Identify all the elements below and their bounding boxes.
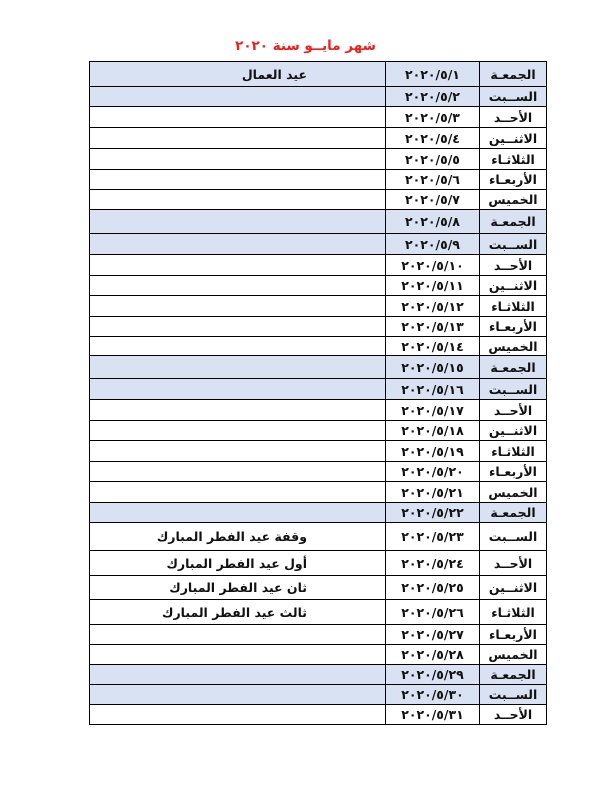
date-cell: ٢٠٢٠/٥/١٤ — [386, 337, 480, 356]
note-cell — [90, 317, 386, 337]
date-cell: ٢٠٢٠/٥/٢٥ — [386, 576, 480, 600]
date-cell: ٢٠٢٠/٥/٢٣ — [386, 523, 480, 551]
day-cell: الأحــد — [480, 551, 547, 576]
note-cell — [90, 482, 386, 503]
note-cell — [90, 170, 386, 190]
note-cell — [90, 128, 386, 149]
note-cell — [90, 276, 386, 296]
day-cell: الأحــد — [480, 107, 547, 128]
table-row — [90, 705, 547, 725]
date-cell: ٢٠٢٠/٥/١٣ — [386, 317, 480, 337]
note-cell — [90, 625, 386, 645]
day-cell: الأربعـاء — [480, 625, 547, 645]
note-cell — [90, 645, 386, 665]
table-row — [90, 685, 547, 705]
day-cell: الاثنــين — [480, 576, 547, 600]
day-cell: الجمعـة — [480, 503, 547, 523]
date-cell: ٢٠٢٠/٥/٧ — [386, 190, 480, 210]
day-cell: الأحــد — [480, 255, 547, 276]
day-cell: الجمعـة — [480, 356, 547, 379]
date-cell: ٢٠٢٠/٥/١٨ — [386, 421, 480, 441]
date-cell: ٢٠٢٠/٥/٢ — [386, 87, 480, 107]
table-row — [90, 379, 547, 400]
table-row — [90, 356, 547, 379]
table-row — [90, 551, 547, 576]
day-cell: الأحــد — [480, 705, 547, 725]
note-cell — [90, 379, 386, 400]
day-cell: الخميس — [480, 645, 547, 665]
note-cell — [90, 421, 386, 441]
note-cell: أول عيد الفطر المبارك — [90, 551, 386, 576]
note-cell — [90, 107, 386, 128]
table-row — [90, 665, 547, 685]
day-cell: الســبت — [480, 87, 547, 107]
note-cell — [90, 234, 386, 255]
note-cell — [90, 149, 386, 170]
date-cell: ٢٠٢٠/٥/٢٧ — [386, 625, 480, 645]
day-cell: الســبت — [480, 523, 547, 551]
date-cell: ٢٠٢٠/٥/٢٦ — [386, 600, 480, 625]
date-cell: ٢٠٢٠/٥/٦ — [386, 170, 480, 190]
day-cell: الخميس — [480, 190, 547, 210]
table-row — [90, 190, 547, 210]
table-row — [90, 337, 547, 356]
note-cell — [90, 296, 386, 317]
note-cell — [90, 356, 386, 379]
table-row — [90, 482, 547, 503]
date-cell: ٢٠٢٠/٥/٣١ — [386, 705, 480, 725]
note-cell: ثان عيد الفطر المبارك — [90, 576, 386, 600]
day-cell: الاثنــين — [480, 276, 547, 296]
day-cell: الثلاثـاء — [480, 600, 547, 625]
date-cell: ٢٠٢٠/٥/٢٢ — [386, 503, 480, 523]
date-cell: ٢٠٢٠/٥/٢٩ — [386, 665, 480, 685]
day-cell: الاثنــين — [480, 421, 547, 441]
calendar-table — [89, 61, 547, 725]
note-cell — [90, 255, 386, 276]
day-cell: الســبت — [480, 685, 547, 705]
table-row — [90, 87, 547, 107]
date-cell: ٢٠٢٠/٥/٢١ — [386, 482, 480, 503]
note-cell: وقفة عيد الفطر المبارك — [90, 523, 386, 551]
table-row — [90, 576, 547, 600]
table-row — [90, 523, 547, 551]
note-cell — [90, 337, 386, 356]
day-cell: الأحــد — [480, 400, 547, 421]
date-cell: ٢٠٢٠/٥/١٦ — [386, 379, 480, 400]
table-row — [90, 296, 547, 317]
day-cell: الثلاثـاء — [480, 296, 547, 317]
day-cell: الجمعـة — [480, 62, 547, 87]
note-cell: ثالث عيد الفطر المبارك — [90, 600, 386, 625]
table-row — [90, 645, 547, 665]
date-cell: ٢٠٢٠/٥/١٧ — [386, 400, 480, 421]
date-cell: ٢٠٢٠/٥/١٥ — [386, 356, 480, 379]
table-row — [90, 600, 547, 625]
calendar-body — [90, 62, 547, 725]
date-cell: ٢٠٢٠/٥/٢٤ — [386, 551, 480, 576]
day-cell: الجمعـة — [480, 210, 547, 234]
note-cell — [90, 87, 386, 107]
date-cell: ٢٠٢٠/٥/١ — [386, 62, 480, 87]
day-cell: الخميس — [480, 337, 547, 356]
day-cell: الجمعـة — [480, 665, 547, 685]
table-row — [90, 317, 547, 337]
table-row — [90, 62, 547, 87]
day-cell: الأربعـاء — [480, 317, 547, 337]
day-cell: الخميس — [480, 482, 547, 503]
table-row — [90, 503, 547, 523]
day-cell: الأربعـاء — [480, 170, 547, 190]
table-row — [90, 625, 547, 645]
date-cell: ٢٠٢٠/٥/٥ — [386, 149, 480, 170]
note-cell — [90, 685, 386, 705]
note-cell — [90, 503, 386, 523]
table-row — [90, 149, 547, 170]
day-cell: الثلاثـاء — [480, 149, 547, 170]
date-cell: ٢٠٢٠/٥/٨ — [386, 210, 480, 234]
table-row — [90, 421, 547, 441]
table-row — [90, 255, 547, 276]
table-row — [90, 462, 547, 482]
note-cell — [90, 400, 386, 421]
table-row — [90, 170, 547, 190]
note-cell — [90, 441, 386, 462]
note-cell: عيد العمال — [90, 62, 386, 87]
date-cell: ٢٠٢٠/٥/٣ — [386, 107, 480, 128]
date-cell: ٢٠٢٠/٥/٣٠ — [386, 685, 480, 705]
date-cell: ٢٠٢٠/٥/٢٠ — [386, 462, 480, 482]
day-cell: الاثنــين — [480, 128, 547, 149]
date-cell: ٢٠٢٠/٥/٩ — [386, 234, 480, 255]
note-cell — [90, 190, 386, 210]
page-title: شهر مايــو سنة ٢٠٢٠ — [235, 38, 376, 54]
table-row — [90, 276, 547, 296]
date-cell: ٢٠٢٠/٥/٤ — [386, 128, 480, 149]
table-row — [90, 400, 547, 421]
note-cell — [90, 665, 386, 685]
table-row — [90, 210, 547, 234]
note-cell — [90, 210, 386, 234]
date-cell: ٢٠٢٠/٥/١٠ — [386, 255, 480, 276]
day-cell: الســبت — [480, 234, 547, 255]
day-cell: الســبت — [480, 379, 547, 400]
date-cell: ٢٠٢٠/٥/١١ — [386, 276, 480, 296]
table-row — [90, 234, 547, 255]
day-cell: الثلاثـاء — [480, 441, 547, 462]
table-row — [90, 128, 547, 149]
date-cell: ٢٠٢٠/٥/١٢ — [386, 296, 480, 317]
table-row — [90, 107, 547, 128]
date-cell: ٢٠٢٠/٥/١٩ — [386, 441, 480, 462]
date-cell: ٢٠٢٠/٥/٢٨ — [386, 645, 480, 665]
day-cell: الأربعـاء — [480, 462, 547, 482]
note-cell — [90, 462, 386, 482]
table-row — [90, 441, 547, 462]
note-cell — [90, 705, 386, 725]
